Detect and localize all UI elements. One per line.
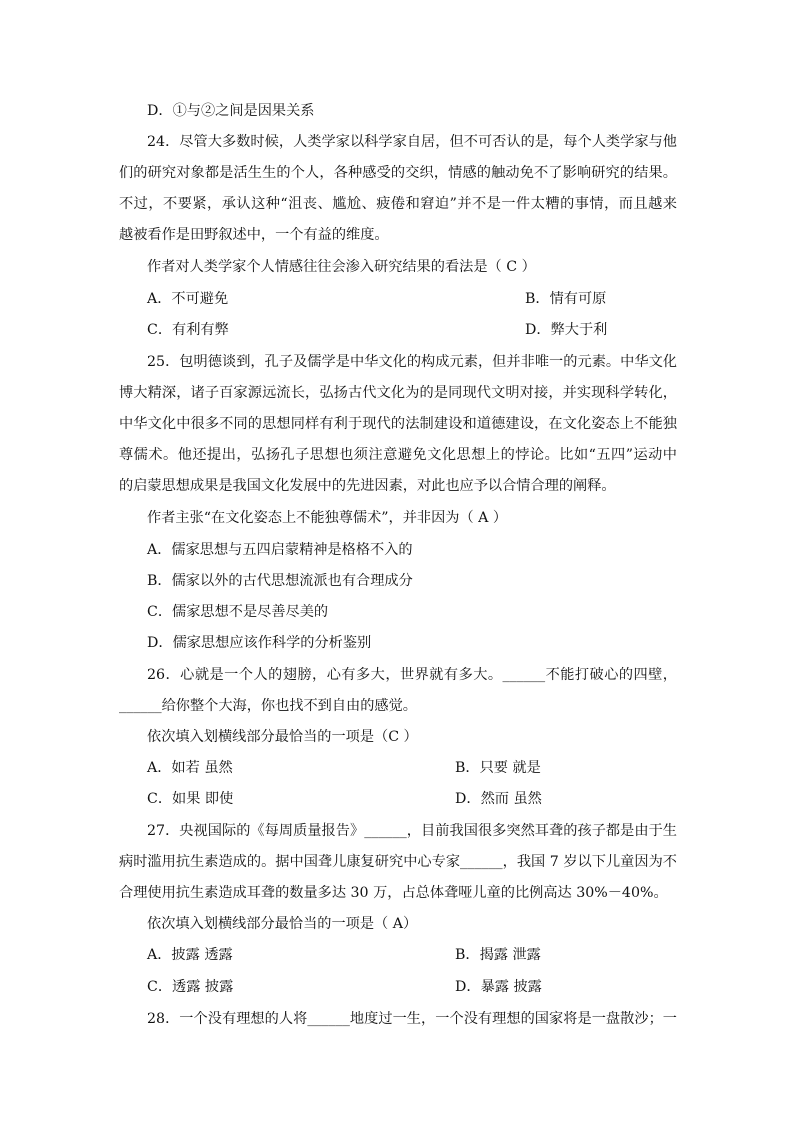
q26-question: 依次填入划横线部分最恰当的一项是（C ） [147, 729, 418, 745]
q24-option-c: C．有利有弊 [147, 322, 229, 338]
q25-passage-line-3: 中华文化中很多不同的思想同样有利于现代的法制建设和道德建设，在文化姿态上不能独 [119, 416, 677, 432]
q25-passage-line-4: 尊儒术。他还提出，弘扬孔子思想也须注意避免文化思想上的悖论。比如“五四”运动中 [119, 447, 677, 463]
prev-option-d: D．①与②之间是因果关系 [147, 103, 315, 119]
q25-option-a: A．儒家思想与五四启蒙精神是格格不入的 [147, 542, 413, 558]
q25-option-c: C．儒家思想不是尽善尽美的 [147, 604, 329, 620]
q24-passage-line-3: 不过，不要紧，承认这种“沮丧、尴尬、疲倦和窘迫”并不是一件太糟的事情，而且越来 [119, 196, 677, 212]
q28-passage-line-1: 28．一个没有理想的人将______地度过一生，一个没有理想的国家将是一盘散沙；一 [147, 1011, 677, 1027]
q25-option-b: B．儒家以外的古代思想流派也有合理成分 [147, 573, 413, 589]
q26-option-b: B．只要 就是 [455, 760, 541, 776]
q24-option-d: D．弊大于利 [525, 322, 608, 338]
q27-passage-line-1: 27．央视国际的《每周质量报告》______，目前我国很多突然耳聋的孩子都是由于生 [147, 823, 677, 839]
q27-question: 依次填入划横线部分最恰当的一项是（ A） [147, 916, 418, 932]
q27-option-c: C．透露 披露 [147, 979, 234, 995]
q25-question: 作者主张“在文化姿态上不能独尊儒术”，并非因为（ A ） [147, 510, 508, 526]
q27-option-b: B．揭露 泄露 [455, 947, 541, 963]
q27-passage-line-2: 病时滥用抗生素造成的。据中国聋儿康复研究中心专家______，我国 7 岁以下儿童因为不 [119, 854, 677, 870]
q24-question: 作者对人类学家个人情感往往会渗入研究结果的看法是（ C ） [147, 259, 536, 275]
q26-option-a: A．如若 虽然 [147, 760, 233, 776]
q27-option-a: A．披露 透露 [147, 947, 233, 963]
q26-passage-line-2: ______给你整个大海，你也找不到自由的感觉。 [119, 698, 417, 714]
q25-passage-line-2: 博大精深，诸子百家源远流长，弘扬古代文化为的是同现代文明对接，并实现科学转化， [119, 385, 677, 401]
q27-option-d: D．暴露 披露 [455, 979, 542, 995]
q26-passage-line-1: 26．心就是一个人的翅膀，心有多大，世界就有多大。______不能打破心的四壁， [147, 667, 677, 683]
q24-option-b: B．情有可原 [525, 291, 607, 307]
q26-option-c: C．如果 即使 [147, 791, 234, 807]
q27-passage-line-3: 合理使用抗生素造成耳聋的数量多达 30 万，占总体聋哑儿童的比例高达 30%－40%。 [119, 885, 668, 901]
q24-passage-line-4: 越被看作是田野叙述中，一个有益的维度。 [119, 227, 389, 243]
q24-passage-line-1: 24．尽管大多数时候，人类学家以科学家自居，但不可否认的是，每个人类学家与他 [147, 134, 677, 150]
q26-option-d: D．然而 虽然 [455, 791, 542, 807]
q25-option-d: D．儒家思想应该作科学的分析鉴别 [147, 635, 372, 651]
q25-passage-line-1: 25．包明德谈到，孔子及儒学是中华文化的构成元素，但并非唯一的元素。中华文化 [147, 354, 677, 370]
q24-option-a: A．不可避免 [147, 291, 229, 307]
q25-passage-line-5: 的启蒙思想成果是我国文化发展中的先进因素，对此也应予以合情合理的阐释。 [119, 478, 616, 494]
q24-passage-line-2: 们的研究对象都是活生生的个人，各种感受的交织，情感的触动免不了影响研究的结果。 [119, 165, 677, 181]
